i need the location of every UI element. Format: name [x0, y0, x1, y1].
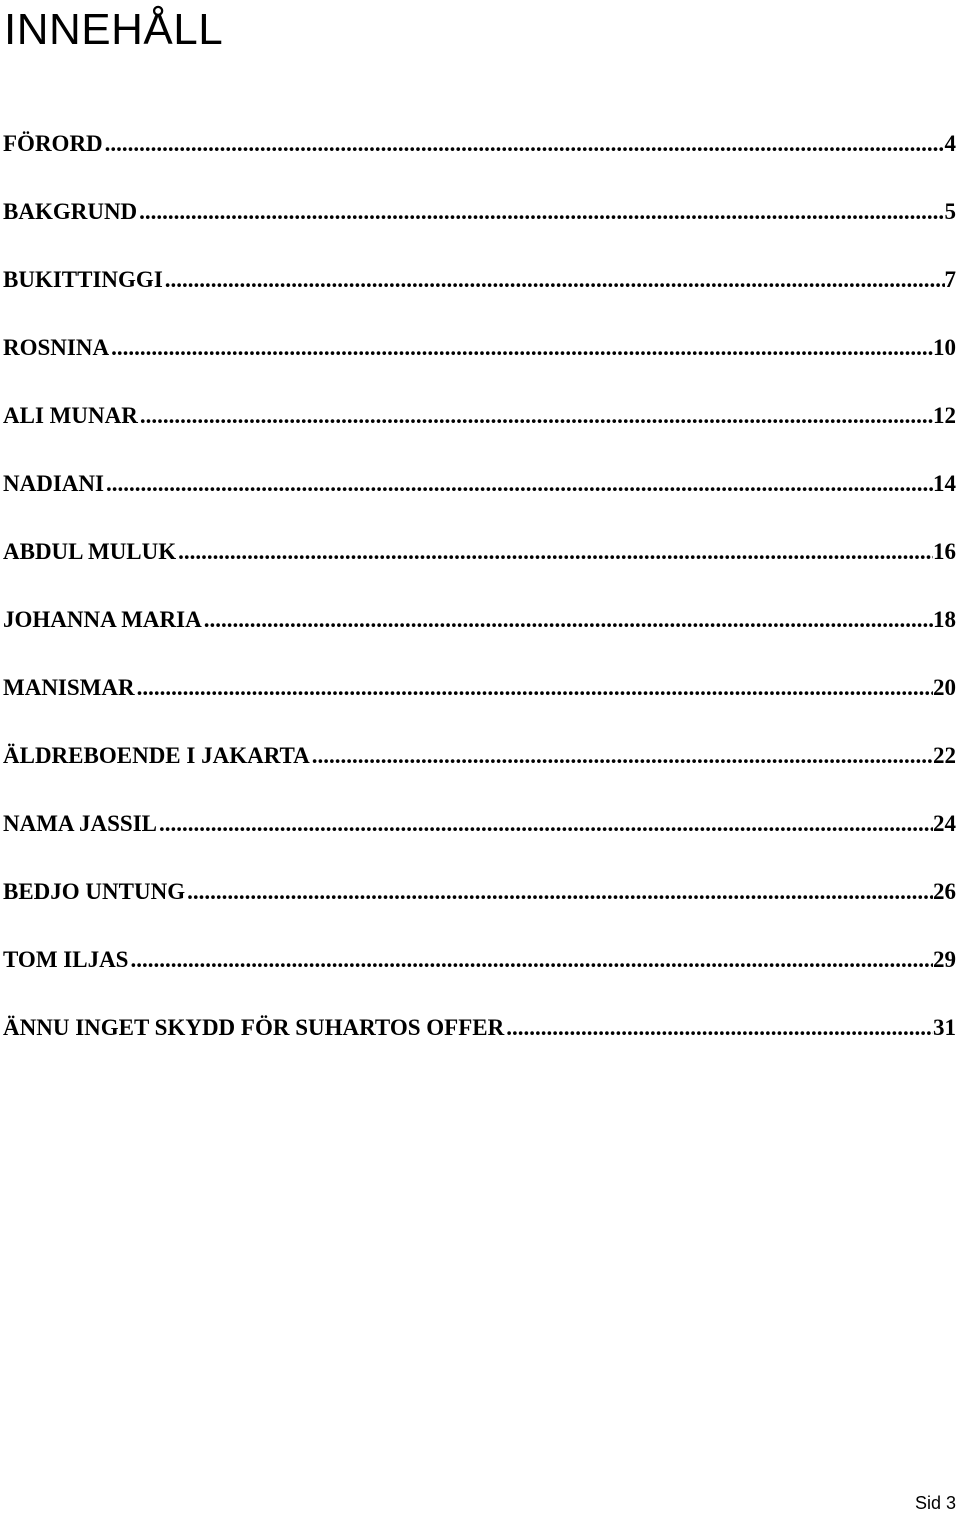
toc-entry[interactable] [3, 1012, 956, 1080]
toc-entry-label: BUKITTINGGI [3, 267, 163, 292]
toc-entry-page: 7 [944, 267, 956, 292]
toc-entry-label: MANISMAR [3, 675, 135, 700]
toc-entry-page: 12 [933, 403, 956, 428]
toc-entry-page: 31 [933, 1015, 956, 1040]
toc-entry[interactable] [3, 604, 956, 672]
toc-dot-leader [128, 944, 933, 976]
toc-entry-label: BEDJO UNTUNG [3, 879, 186, 904]
toc-dot-leader [504, 1012, 933, 1044]
toc-dot-leader [104, 468, 933, 500]
toc-entry-label: TOM ILJAS [3, 947, 129, 972]
toc-entry-page: 4 [944, 131, 956, 156]
toc-entry[interactable] [3, 672, 956, 740]
toc-entry[interactable] [3, 876, 956, 944]
toc-entry[interactable] [3, 808, 956, 876]
toc-entry-page: 10 [933, 335, 956, 360]
toc-entry[interactable] [3, 468, 956, 536]
toc-entry-page: 18 [933, 607, 956, 632]
toc-entry[interactable] [3, 128, 956, 196]
toc-entry-label: JOHANNA MARIA [3, 607, 202, 632]
toc-entry[interactable] [3, 536, 956, 604]
toc-dot-leader [185, 876, 933, 908]
toc-entry-label: ALI MUNAR [3, 403, 138, 428]
toc-entry-label: FÖRORD [3, 131, 103, 156]
table-of-contents [3, 128, 956, 1080]
toc-entry-page: 14 [933, 471, 956, 496]
toc-dot-leader [135, 672, 933, 704]
toc-entry-page: 20 [933, 675, 956, 700]
toc-entry-label: ÄNNU INGET SKYDD FÖR SUHARTOS OFFER [3, 1015, 505, 1040]
toc-dot-leader [109, 332, 933, 364]
toc-entry-page: 22 [933, 743, 956, 768]
toc-entry[interactable] [3, 740, 956, 808]
page-title: INNEHÅLL [4, 5, 224, 54]
toc-dot-leader [310, 740, 933, 772]
toc-dot-leader [157, 808, 933, 840]
toc-entry-label: NADIANI [3, 471, 104, 496]
toc-entry[interactable] [3, 264, 956, 332]
toc-entry[interactable] [3, 400, 956, 468]
toc-entry-label: NAMA JASSIL [3, 811, 158, 836]
toc-entry-label: ROSNINA [3, 335, 110, 360]
toc-dot-leader [176, 536, 933, 568]
toc-dot-leader [103, 128, 945, 160]
toc-entry-page: 29 [933, 947, 956, 972]
toc-dot-leader [137, 196, 944, 228]
toc-entry-page: 26 [933, 879, 956, 904]
toc-entry-page: 5 [944, 199, 956, 224]
toc-entry[interactable] [3, 332, 956, 400]
toc-entry[interactable] [3, 196, 956, 264]
toc-entry-label: ABDUL MULUK [3, 539, 177, 564]
toc-entry-page: 24 [933, 811, 956, 836]
toc-dot-leader [202, 604, 933, 636]
page-number-footer: Sid 3 [914, 1493, 956, 1513]
toc-entry[interactable] [3, 944, 956, 1012]
toc-dot-leader [163, 264, 945, 296]
toc-dot-leader [138, 400, 933, 432]
toc-entry-page: 16 [933, 539, 956, 564]
toc-entry-label: BAKGRUND [3, 199, 138, 224]
toc-entry-label: ÄLDREBOENDE I JAKARTA [3, 743, 310, 768]
